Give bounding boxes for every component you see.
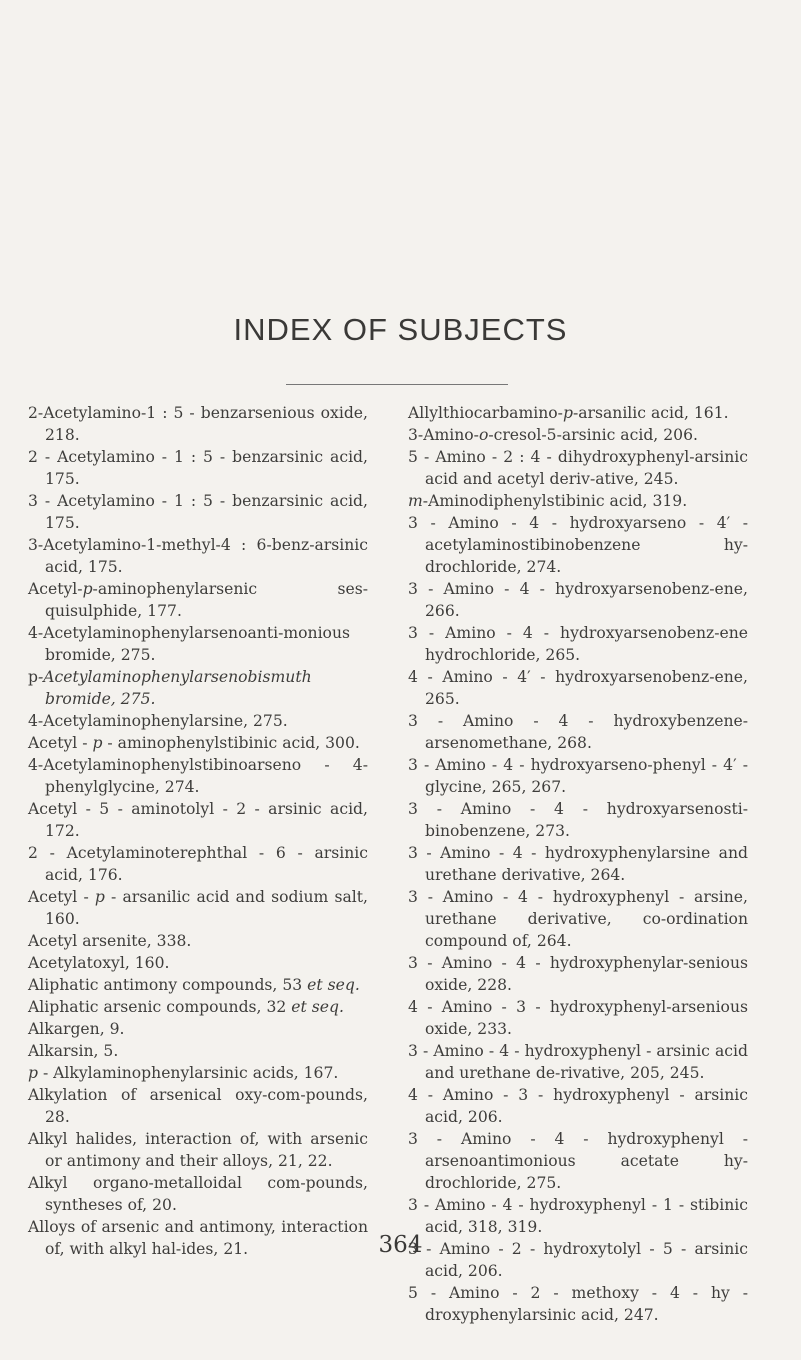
entry-text: Alkyl organo-metalloidal com-pounds, syntheses of, 20. [28, 1174, 368, 1214]
entry-text: Acetyl - 5 - aminotolyl - 2 - arsinic acid, 172. [28, 800, 368, 840]
index-entry [28, 622, 368, 666]
entry-text: 5 - Amino - 2 : 4 - dihydroxyphenyl-arsinic acid and acetyl deriv-ative, 245. [408, 448, 748, 488]
entry-text: -arsanilic acid, 161. [572, 404, 729, 422]
entry-text: 5 - Amino - 2 - methoxy - 4 - hy - droxyphenylarsinic acid, 247. [408, 1284, 748, 1324]
entry-text: 3 - Amino - 4 - hydroxyarseno-phenyl - 4′ - glycine, 265, 267. [408, 756, 748, 796]
entry-text: 3 - Amino - 4 - hydroxyarseno - 4′ - acetylaminostibinobenzene hy-drochloride, 274. [408, 514, 748, 576]
index-entry [28, 842, 368, 886]
index-entry [408, 424, 748, 446]
entry-italic-text: et seq. [291, 998, 344, 1016]
entry-text: Acetyl- [28, 580, 83, 598]
entry-italic-text: p [562, 404, 573, 422]
entry-text: p [28, 668, 38, 686]
entry-text: Acetyl - [28, 888, 95, 906]
entry-text: -aminophenylarsenic ses-quisulphide, 177. [45, 580, 368, 620]
entry-text: 4 - Amino - 3 - hydroxyphenyl - arsinic acid, 206. [408, 1086, 748, 1126]
index-entry [28, 1084, 368, 1128]
index-entry [408, 446, 748, 490]
index-entry [408, 622, 748, 666]
index-entry [28, 446, 368, 490]
entry-italic-text: et seq. [307, 976, 360, 994]
entry-text: -cresol-5-arsinic acid, 206. [488, 426, 698, 444]
index-entry [28, 996, 368, 1018]
entry-text: 3 - Acetylamino - 1 : 5 - benzarsinic acid, 175. [28, 492, 368, 532]
entry-italic-text: m [408, 492, 423, 510]
entry-text: 3 - Amino - 4 - hydroxyarsenosti-binobenzene, 273. [408, 800, 748, 840]
index-entry [28, 1040, 368, 1062]
index-entry [28, 710, 368, 732]
index-entry [408, 996, 748, 1040]
entry-text: 3 - Amino - 4 - hydroxyphenyl - arsenoantimonious acetate hy-drochloride, 275. [408, 1130, 748, 1192]
index-entry [28, 578, 368, 622]
entry-text: 2 - Acetylaminoterephthal - 6 - arsinic acid, 176. [28, 844, 368, 884]
entry-text: 2 - Acetylamino - 1 : 5 - benzarsinic acid, 175. [28, 448, 368, 488]
entry-text: 3 - Amino - 2 - hydroxytolyl - 5 - arsinic acid, 206. [408, 1240, 748, 1280]
entry-text: - Alkylaminophenylarsinic acids, 167. [37, 1064, 339, 1082]
entry-italic-text: o [478, 426, 489, 444]
entry-text: 3-Acetylamino-1-methyl-4 : 6-benz-arsinic acid, 175. [28, 536, 368, 576]
index-entry [28, 754, 368, 798]
entry-text: 3 - Amino - 4 - hydroxyarsenobenz-ene, 266. [408, 580, 748, 620]
index-column-right [408, 402, 748, 1326]
entry-text: Acetylatoxyl, 160. [28, 954, 170, 972]
index-entry [408, 754, 748, 798]
entry-text: 4-Acetylaminophenylarsine, 275. [28, 712, 288, 730]
index-entry [28, 732, 368, 754]
index-entry [408, 1128, 748, 1194]
entry-text: 2-Acetylamino-1 : 5 - benzarsenious oxide, 218. [28, 404, 368, 444]
entry-text: - aminophenylstibinic acid, 300. [102, 734, 360, 752]
entry-text: 4-Acetylaminophenylstibinoarseno - 4-phenylglycine, 274. [28, 756, 368, 796]
entry-italic-text: p [94, 888, 105, 906]
entry-italic-text: p [92, 734, 103, 752]
index-entry [408, 952, 748, 996]
index-entry [28, 402, 368, 446]
index-entry [28, 974, 368, 996]
entry-italic-text: -Acetylaminophenylarsenobismuth bromide, 275. [37, 668, 312, 708]
entry-text: 4 - Amino - 4′ - hydroxyarsenobenz-ene, 265. [408, 668, 748, 708]
index-entry [408, 1040, 748, 1084]
entry-text: Alloys of arsenic and antimony, interaction of, with alkyl hal-ides, 21. [28, 1218, 368, 1258]
page-title: INDEX OF SUBJECTS [233, 312, 568, 347]
index-entry [408, 842, 748, 886]
page-number: 364 [378, 1232, 423, 1258]
index-entry [28, 1172, 368, 1216]
entry-text: 3 - Amino - 4 - hydroxyphenylarsine and urethane derivative, 264. [408, 844, 748, 884]
entry-text: 4 - Amino - 3 - hydroxyphenyl-arsenious oxide, 233. [408, 998, 748, 1038]
entry-text: 3 - Amino - 4 - hydroxybenzene-arsenomethane, 268. [408, 712, 748, 752]
entry-text: Alkylation of arsenical oxy-com-pounds, 28. [28, 1086, 368, 1126]
index-entry [408, 1282, 748, 1326]
entry-text: - arsanilic acid and sodium salt, 160. [45, 888, 368, 928]
index-entry [408, 666, 748, 710]
index-entry [28, 952, 368, 974]
index-entry [28, 1062, 368, 1084]
entry-text: 3 - Amino - 4 - hydroxyphenyl - arsine, urethane derivative, co-ordination compound of, 264. [408, 888, 748, 950]
index-entry [28, 798, 368, 842]
index-entry [28, 490, 368, 534]
index-entry [28, 666, 368, 710]
entry-text: Alkargen, 9. [28, 1020, 125, 1038]
title-rule [286, 384, 508, 385]
entry-text: Aliphatic antimony compounds, 53 [28, 976, 308, 994]
index-entry [28, 1018, 368, 1040]
entry-italic-text: p [82, 580, 93, 598]
index-entry [408, 710, 748, 754]
entry-text: Acetyl - [28, 734, 93, 752]
entry-text: Aliphatic arsenic compounds, 32 [28, 998, 292, 1016]
index-entry [408, 1084, 748, 1128]
entry-text: Alkarsin, 5. [28, 1042, 119, 1060]
entry-text: -Aminodiphenylstibinic acid, 319. [422, 492, 688, 510]
index-entry [28, 534, 368, 578]
entry-text: 3 - Amino - 4 - hydroxyphenyl - 1 - stibinic acid, 318, 319. [408, 1196, 748, 1236]
entry-text: 3-Amino- [408, 426, 479, 444]
index-entry [408, 578, 748, 622]
entry-text: Alkyl halides, interaction of, with arsenic or antimony and their alloys, 21, 22. [28, 1130, 368, 1170]
index-column-left [28, 402, 368, 1260]
index-entry [28, 1128, 368, 1172]
entry-text: 4-Acetylaminophenylarsenoanti-monious bromide, 275. [28, 624, 350, 664]
entry-text: 3 - Amino - 4 - hydroxyarsenobenz-ene hydrochloride, 265. [408, 624, 748, 664]
index-entry [408, 490, 748, 512]
entry-text: 3 - Amino - 4 - hydroxyphenylar-senious oxide, 228. [408, 954, 748, 994]
index-entry [408, 886, 748, 952]
index-entry [408, 798, 748, 842]
index-entry [408, 402, 748, 424]
index-entry [408, 512, 748, 578]
entry-text: 3 - Amino - 4 - hydroxyphenyl - arsinic acid and urethane de-rivative, 205, 245. [408, 1042, 748, 1082]
entry-text: Acetyl arsenite, 338. [28, 932, 192, 950]
index-entry [28, 886, 368, 930]
entry-text: Allylthiocarbamino- [408, 404, 563, 422]
entry-italic-text: p [28, 1064, 38, 1082]
index-entry [28, 930, 368, 952]
